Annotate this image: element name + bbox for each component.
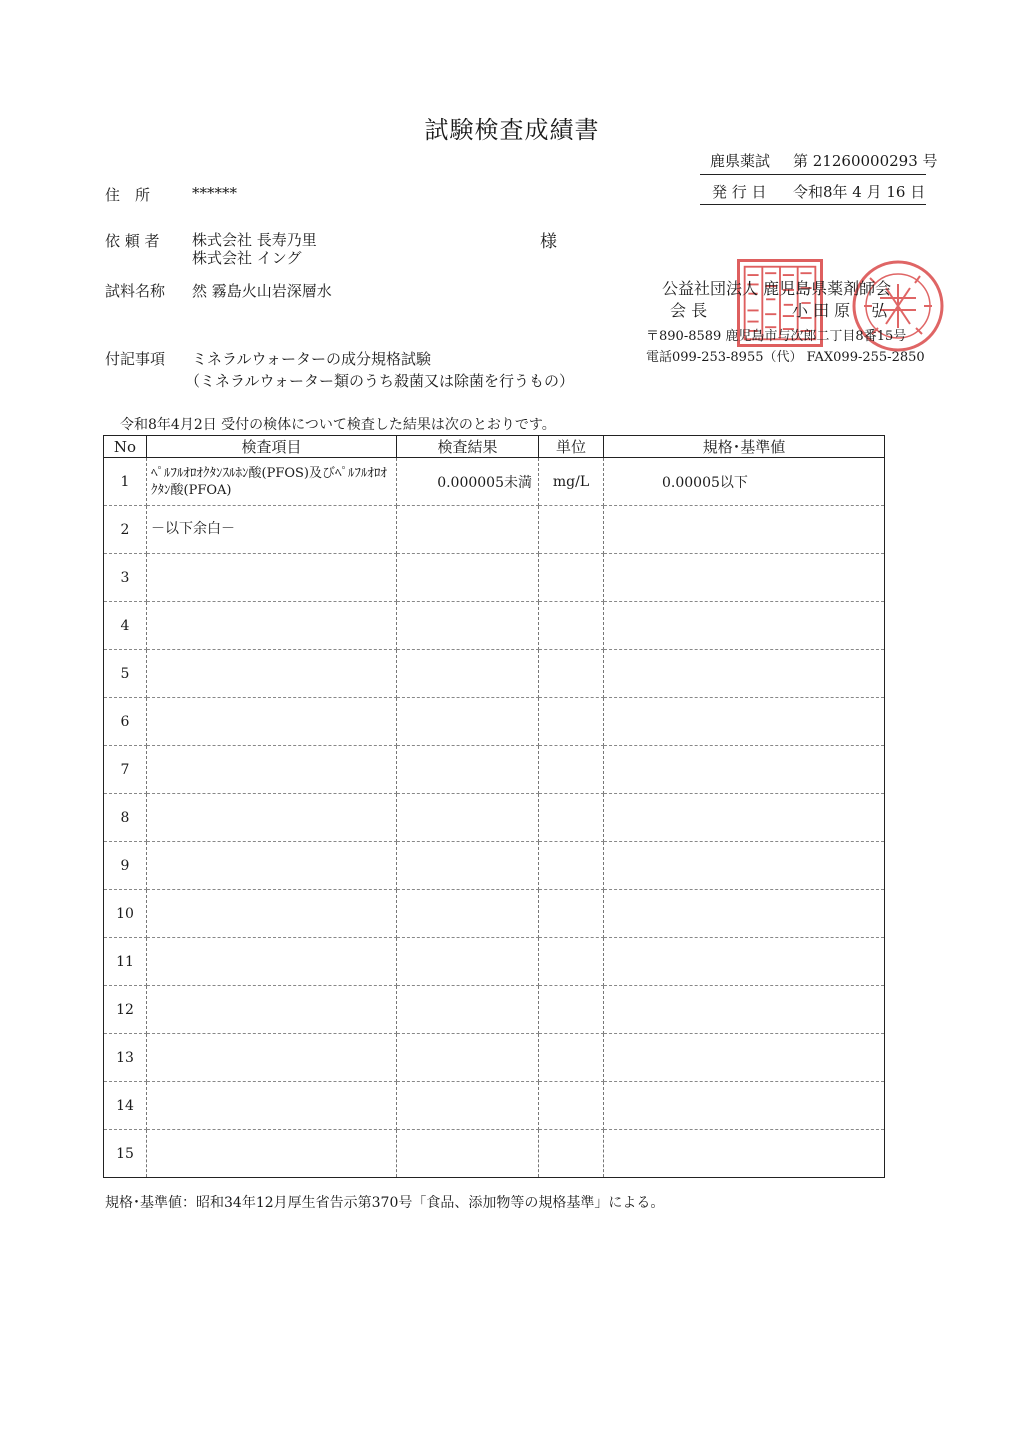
table-row <box>104 1034 885 1082</box>
address-label: 住 所 <box>105 186 151 204</box>
table-row <box>104 602 885 650</box>
results-table <box>103 435 885 1178</box>
row-no: 2 <box>104 506 147 554</box>
row-unit <box>539 842 604 890</box>
row-no: 7 <box>104 746 147 794</box>
row-result <box>397 794 539 842</box>
document-title: 試験検査成績書 <box>424 116 600 144</box>
notes-line2: （ミネラルウォーター類のうち殺菌又は除菌を行うもの） <box>185 372 574 390</box>
table-row <box>104 650 885 698</box>
row-unit <box>539 794 604 842</box>
address-value: ****** <box>192 184 237 202</box>
row-unit <box>539 602 604 650</box>
row-unit <box>539 938 604 986</box>
row-standard <box>604 554 885 602</box>
row-no: 14 <box>104 1082 147 1130</box>
row-result <box>397 698 539 746</box>
row-no: 10 <box>104 890 147 938</box>
issue-date-underline <box>700 204 926 205</box>
table-row <box>104 554 885 602</box>
header-standard: 規格･基準値 <box>604 436 885 458</box>
row-no: 6 <box>104 698 147 746</box>
row-no: 3 <box>104 554 147 602</box>
issuer-president-label: 会 長 <box>670 301 708 320</box>
row-standard <box>604 986 885 1034</box>
row-standard: 0.00005以下 <box>604 458 885 506</box>
requester-honorific: 様 <box>540 232 557 252</box>
row-item <box>147 698 397 746</box>
row-item <box>147 938 397 986</box>
row-result: 0.000005未満 <box>397 458 539 506</box>
row-item <box>147 986 397 1034</box>
row-item <box>147 1034 397 1082</box>
row-standard <box>604 1130 885 1178</box>
row-no: 11 <box>104 938 147 986</box>
row-unit <box>539 746 604 794</box>
row-no: 8 <box>104 794 147 842</box>
header-unit: 単位 <box>539 436 604 458</box>
row-item <box>147 842 397 890</box>
row-item: －以下余白－ <box>147 506 397 554</box>
row-item <box>147 794 397 842</box>
table-row <box>104 698 885 746</box>
row-result <box>397 506 539 554</box>
row-standard <box>604 890 885 938</box>
row-unit <box>539 650 604 698</box>
row-item <box>147 746 397 794</box>
row-result <box>397 842 539 890</box>
row-unit <box>539 1082 604 1130</box>
row-no: 15 <box>104 1130 147 1178</box>
doc-number-value: 第 21260000293 号 <box>793 152 938 170</box>
row-result <box>397 890 539 938</box>
footer-note: 規格･基準値：昭和34年12月厚生省告示第370号「食品、添加物等の規格基準」による。 <box>105 1195 665 1211</box>
issuer-org: 公益社団法人 鹿児島県薬剤師会 <box>662 279 892 298</box>
row-item <box>147 1082 397 1130</box>
row-unit <box>539 890 604 938</box>
row-item <box>147 554 397 602</box>
requester-line2: 株式会社 イング <box>192 249 302 267</box>
table-row <box>104 794 885 842</box>
row-no: 9 <box>104 842 147 890</box>
row-result <box>397 938 539 986</box>
row-standard <box>604 602 885 650</box>
row-no: 5 <box>104 650 147 698</box>
table-row <box>104 506 885 554</box>
row-unit: mg/L <box>539 458 604 506</box>
row-result <box>397 1130 539 1178</box>
table-row <box>104 746 885 794</box>
row-result <box>397 1034 539 1082</box>
table-row <box>104 842 885 890</box>
requester-label: 依 頼 者 <box>105 232 160 250</box>
row-result <box>397 554 539 602</box>
row-standard <box>604 746 885 794</box>
header-result: 検査結果 <box>397 436 539 458</box>
row-no: 4 <box>104 602 147 650</box>
row-standard <box>604 650 885 698</box>
table-header-row <box>104 436 885 458</box>
table-row <box>104 458 885 506</box>
row-standard <box>604 1034 885 1082</box>
table-row <box>104 1130 885 1178</box>
issue-date-value: 令和8年 4 月 16 日 <box>793 183 926 201</box>
row-unit <box>539 986 604 1034</box>
row-item <box>147 890 397 938</box>
row-unit <box>539 698 604 746</box>
row-standard <box>604 794 885 842</box>
issue-date-label: 発 行 日 <box>712 183 767 201</box>
header-no: No <box>104 436 147 458</box>
notes-line1: ミネラルウォーターの成分規格試験 <box>192 350 431 368</box>
table-row <box>104 890 885 938</box>
requester-line1: 株式会社 長寿乃里 <box>192 231 317 249</box>
sample-value: 然 霧島火山岩深層水 <box>192 282 332 300</box>
row-item <box>147 1130 397 1178</box>
row-no: 13 <box>104 1034 147 1082</box>
doc-number-underline <box>700 174 926 175</box>
row-unit <box>539 1130 604 1178</box>
row-item <box>147 602 397 650</box>
row-result <box>397 986 539 1034</box>
row-result <box>397 746 539 794</box>
table-row <box>104 986 885 1034</box>
intro-text: 令和8年4月2日 受付の検体について検査した結果は次のとおりです。 <box>120 417 556 433</box>
row-unit <box>539 506 604 554</box>
table-row <box>104 1082 885 1130</box>
sample-label: 試料名称 <box>105 282 166 300</box>
row-standard <box>604 938 885 986</box>
notes-label: 付記事項 <box>105 350 166 368</box>
row-no: 12 <box>104 986 147 1034</box>
table-row <box>104 938 885 986</box>
issuer-president-name: 小 田 原 弘 <box>792 301 888 320</box>
doc-number-label: 鹿県薬試 <box>710 152 771 170</box>
row-standard <box>604 698 885 746</box>
row-unit <box>539 554 604 602</box>
row-item: ﾍﾟﾙﾌﾙｵﾛｵｸﾀﾝｽﾙﾎﾝ酸(PFOS)及びﾍﾟﾙﾌﾙｵﾛｵｸﾀﾝ酸(PFOA) <box>147 458 397 506</box>
header-item: 検査項目 <box>147 436 397 458</box>
row-no: 1 <box>104 458 147 506</box>
issuer-contact: 電話099-253-8955（代） FAX099-255-2850 <box>646 350 925 365</box>
row-unit <box>539 1034 604 1082</box>
row-result <box>397 650 539 698</box>
row-item <box>147 650 397 698</box>
row-standard <box>604 506 885 554</box>
row-result <box>397 1082 539 1130</box>
row-result <box>397 602 539 650</box>
row-standard <box>604 842 885 890</box>
issuer-postal: 〒890-8589 鹿児島市与次郎二丁目8番15号 <box>646 329 907 344</box>
row-standard <box>604 1082 885 1130</box>
